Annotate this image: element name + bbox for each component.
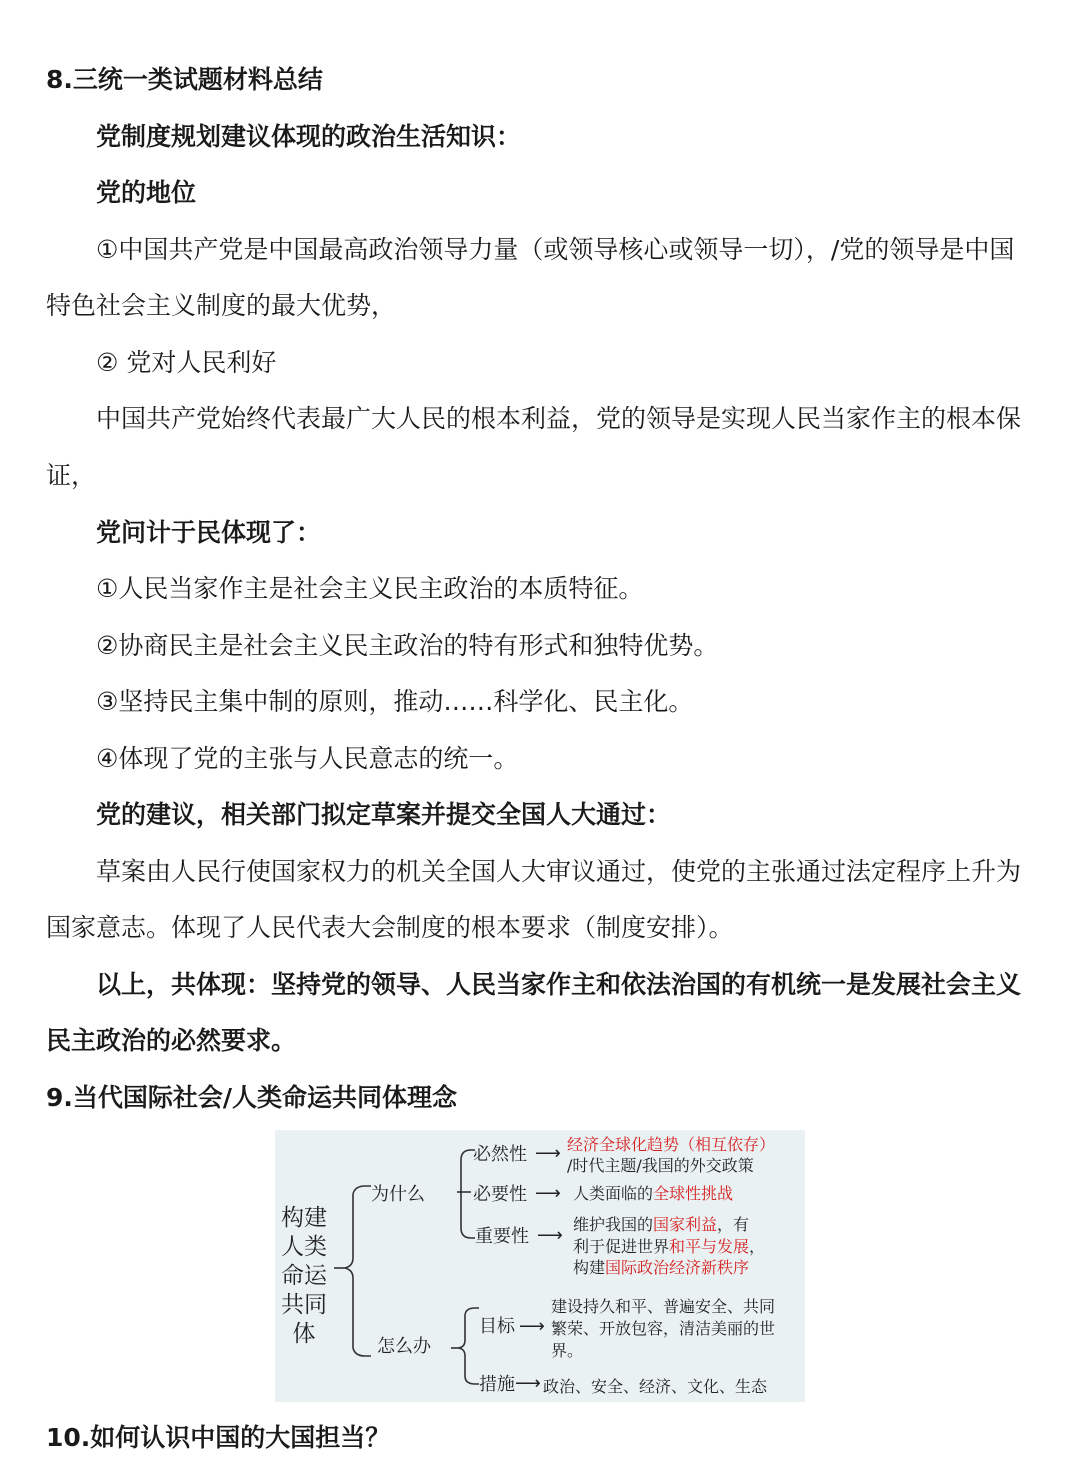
necessity-label: 必然性 <box>473 1144 527 1165</box>
section-8-subtitle: 党制度规划建议体现的政治生活知识： <box>96 122 522 151</box>
how-label: 怎么办 <box>377 1336 431 1357</box>
importance-text-3 <box>573 1257 749 1279</box>
goal-arrow: ⟶ <box>519 1316 545 1337</box>
imp3-plain: 构建 <box>573 1258 606 1277</box>
goal-text-2: 繁荣、开放包容，清洁美丽的世 <box>551 1319 776 1338</box>
imp2-plain: 利于促进世界 <box>573 1237 670 1256</box>
importance-arrow: ⟶ <box>537 1225 563 1246</box>
root-line-1: 构建 <box>281 1205 327 1231</box>
goal-text-1: 建设持久和平、普遍安全、共同 <box>551 1297 776 1316</box>
mindmap-root <box>279 1204 329 1349</box>
brace-main-body <box>345 1194 371 1356</box>
party-interest-line1: 中国共产党始终代表最广大人民的根本利益，党的领导是实现人民当家作主的根本保 <box>96 404 1022 433</box>
party-suggestion-heading: 党的建议，相关部门拟定草案并提交全国人大通过： <box>96 800 672 829</box>
measures-label: 措施 <box>479 1374 515 1395</box>
party-interest-line2: 证， <box>46 461 97 490</box>
goal-text-3: 界。 <box>551 1341 584 1360</box>
ask-people-item-3: ③坚持民主集中制的原则，推动……科学化、民主化。 <box>96 687 694 716</box>
party-status-point-2: ② 党对人民利好 <box>96 348 277 377</box>
draft-text-line1: 草案由人民行使国家权力的机关全国人大审议通过，使党的主张通过法定程序上升为 <box>96 857 1022 886</box>
brace-how-body <box>457 1308 479 1384</box>
section-8-title: 8.三统一类试题材料总结 <box>46 65 323 94</box>
ask-people-heading: 党问计于民体现了： <box>96 518 322 547</box>
imp3-red: 国际政治经济新秩序 <box>605 1258 750 1277</box>
ask-people-item-2: ②协商民主是社会主义民主政治的特有形式和独特优势。 <box>96 631 719 660</box>
necessity-text-red: 经济全球化趋势（相互依存） <box>567 1135 776 1154</box>
party-status-point-1-line1: ①中国共产党是中国最高政治领导力量（或领导核心或领导一切），/党的领导是中国 <box>96 235 1015 264</box>
root-line-4: 共同 <box>281 1292 327 1318</box>
importance-text-1 <box>573 1214 749 1236</box>
need-arrow: ⟶ <box>535 1183 561 1204</box>
ask-people-item-4: ④体现了党的主张与人民意志的统一。 <box>96 744 519 773</box>
imp1-tail: ，有 <box>717 1215 750 1234</box>
section-10-title: 10.如何认识中国的大国担当？ <box>46 1423 391 1452</box>
need-label: 必要性 <box>473 1184 527 1205</box>
necessity-text-rest: /时代主题/我国的外交政策 <box>567 1156 754 1175</box>
section-9-title: 9.当代国际社会/人类命运共同体理念 <box>46 1083 458 1112</box>
summary-line1: 以上，共体现：坚持党的领导、人民当家作主和依法治国的有机统一是发展社会主义 <box>96 970 1022 999</box>
necessity-arrow: ⟶ <box>535 1143 561 1164</box>
imp1-red: 国家利益 <box>653 1215 718 1234</box>
root-line-5: 体 <box>292 1321 316 1347</box>
need-text-red: 全球性挑战 <box>653 1184 734 1203</box>
imp1-plain: 维护我国的 <box>573 1215 654 1234</box>
community-mindmap <box>275 1130 805 1402</box>
summary-line2: 民主政治的必然要求。 <box>46 1026 297 1055</box>
imp2-red: 和平与发展 <box>669 1237 750 1256</box>
draft-text-line2: 国家意志。体现了人民代表大会制度的根本要求（制度安排）。 <box>46 913 734 942</box>
imp2-tail: ， <box>749 1237 766 1256</box>
why-label: 为什么 <box>371 1184 425 1205</box>
need-text-plain: 人类面临的 <box>573 1184 654 1203</box>
goal-label: 目标 <box>479 1316 515 1337</box>
party-status-heading: 党的地位 <box>96 178 197 207</box>
measures-text: 政治、安全、经济、文化、生态 <box>543 1377 768 1396</box>
importance-label: 重要性 <box>475 1226 529 1247</box>
brace-main-top <box>353 1186 371 1194</box>
root-line-3: 命运 <box>281 1263 327 1289</box>
measures-arrow: ⟶ <box>515 1373 541 1394</box>
ask-people-item-1: ①人民当家作主是社会主义民主政治的本质特征。 <box>96 574 644 603</box>
need-text <box>573 1183 733 1205</box>
root-line-2: 人类 <box>281 1234 327 1260</box>
importance-text-2 <box>573 1236 765 1258</box>
party-status-point-1-line2: 特色社会主义制度的最大优势， <box>46 291 397 320</box>
